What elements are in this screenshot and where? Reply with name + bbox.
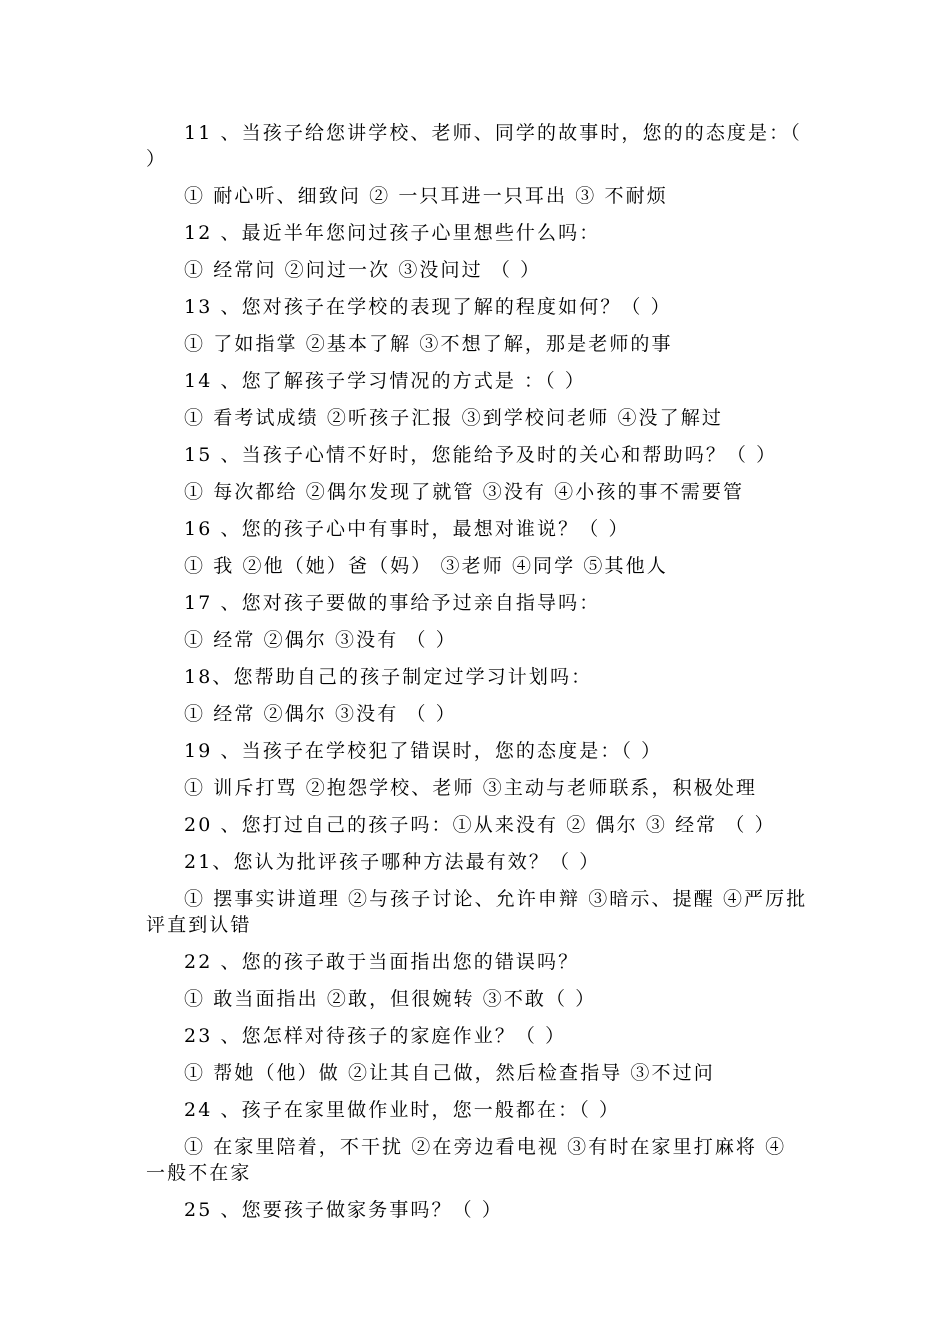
- question-19: 19 、当孩子在学校犯了错误时，您的态度是：（ ）: [184, 740, 663, 762]
- question-12-options: ① 经常问 ②问过一次 ③没问过 （ ）: [184, 259, 542, 281]
- question-12: 12 、最近半年您问过孩子心里想些什么吗：: [184, 222, 601, 244]
- question-13: 13 、您对孩子在学校的表现了解的程度如何？（ ）: [184, 296, 672, 318]
- question-15: 15 、当孩子心情不好时，您能给予及时的关心和帮助吗？（ ）: [184, 444, 778, 466]
- question-14-options: ① 看考试成绩 ②听孩子汇报 ③到学校问老师 ④没了解过: [184, 407, 723, 429]
- question-16-options: ① 我 ②他（她）爸（妈） ③老师 ④同学 ⑤其他人: [184, 555, 668, 577]
- question-23: 23 、您怎样对待孩子的家庭作业？（ ）: [184, 1025, 567, 1047]
- question-17-options: ① 经常 ②偶尔 ③没有 （ ）: [184, 629, 457, 651]
- question-15-options: ① 每次都给 ②偶尔发现了就管 ③没有 ④小孩的事不需要管: [184, 481, 745, 503]
- question-24: 24 、孩子在家里做作业时，您一般都在：（ ）: [184, 1099, 621, 1121]
- question-16: 16 、您的孩子心中有事时，最想对谁说？（ ）: [184, 518, 630, 540]
- question-17: 17 、您对孩子要做的事给予过亲自指导吗：: [184, 592, 601, 614]
- question-18: 18、您帮助自己的孩子制定过学习计划吗：: [184, 666, 593, 688]
- question-21-options: ① 摆事实讲道理 ②与孩子讨论、允许申辩 ③暗示、提醒 ④严厉批评直到认错: [146, 888, 808, 936]
- question-23-options: ① 帮她（他）做 ②让其自己做，然后检查指导 ③不过问: [184, 1062, 715, 1084]
- question-21: 21、您认为批评孩子哪种方法最有效？（ ）: [184, 851, 601, 873]
- question-22: 22 、您的孩子敢于当面指出您的错误吗？: [184, 951, 580, 973]
- question-22-options: ① 敢当面指出 ②敢，但很婉转 ③不敢（ ）: [184, 988, 597, 1010]
- question-19-options: ① 训斥打骂 ②抱怨学校、老师 ③主动与老师联系，积极处理: [184, 777, 758, 799]
- question-14: 14 、您了解孩子学习情况的方式是 ：（ ）: [184, 370, 586, 392]
- question-18-options: ① 经常 ②偶尔 ③没有 （ ）: [184, 703, 457, 725]
- question-13-options: ① 了如指掌 ②基本了解 ③不想了解，那是老师的事: [184, 333, 673, 355]
- question-20: 20 、您打过自己的孩子吗：①从来没有 ② 偶尔 ③ 经常 （ ）: [184, 814, 776, 836]
- question-11: 11 、当孩子给您讲学校、老师、同学的故事时，您的的态度是：（ ）: [146, 122, 802, 170]
- questionnaire-body: [146, 120, 811, 1234]
- question-24-options: ① 在家里陪着，不干扰 ②在旁边看电视 ③有时在家里打麻将 ④ 一般不在家: [146, 1136, 787, 1184]
- question-11-options: ① 耐心听、细致问 ② 一只耳进一只耳出 ③ 不耐烦: [184, 185, 668, 207]
- question-25: 25 、您要孩子做家务事吗？（ ）: [184, 1199, 503, 1221]
